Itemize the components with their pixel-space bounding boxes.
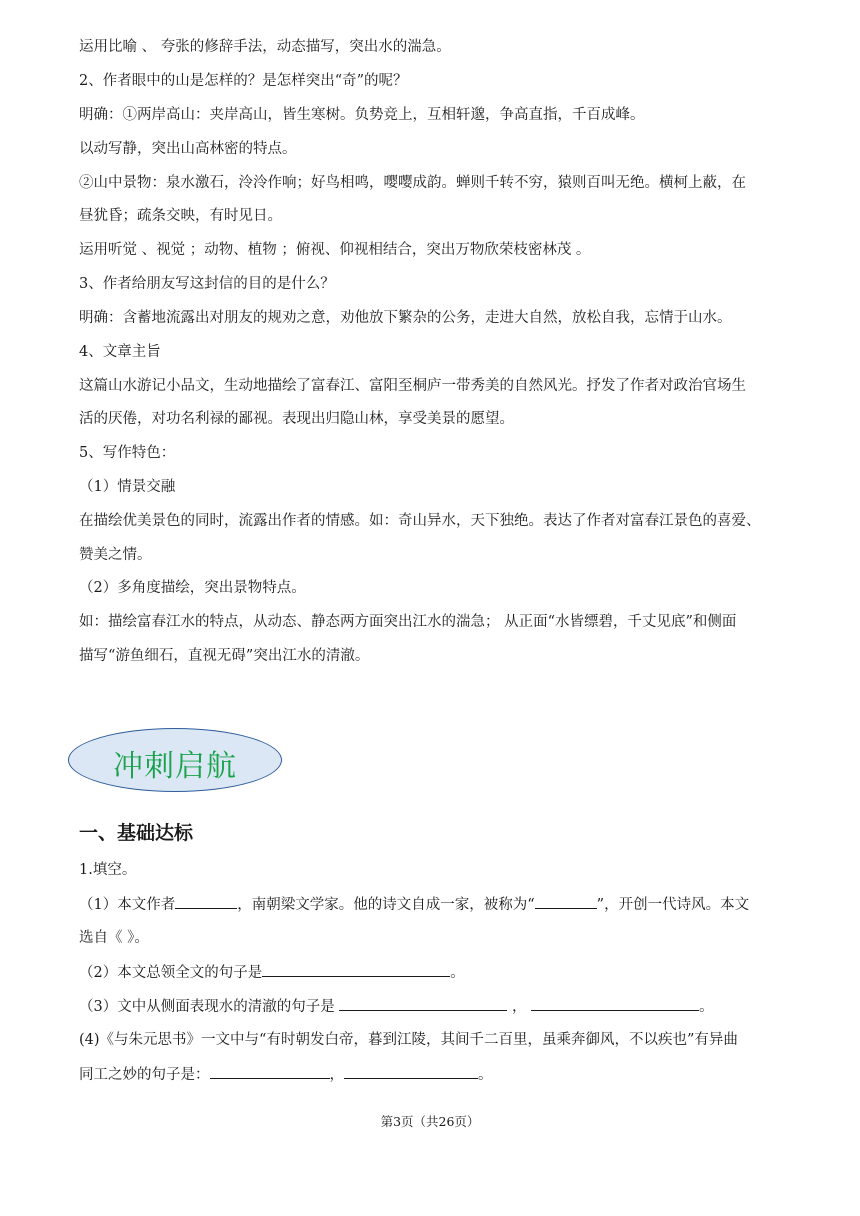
text-line: 如：描绘富春江水的特点，从动态、静态两方面突出江水的湍急； 从正面“水皆缥碧，千丈见底”和侧面	[79, 614, 737, 630]
text-line: 2、作者眼中的山是怎样的？是怎样突出“奇”的呢？	[79, 73, 408, 89]
text-line: 活的厌倦，对功名利禄的鄙视。表现出归隐山林，享受美景的愿望。	[79, 411, 514, 427]
text-line: ②山中景物：泉水激石，泠泠作响；好鸟相鸣，嘤嘤成韵。蝉则千转不穷，猿则百叫无绝。横柯上蔽，在	[79, 175, 746, 191]
text-line: 在描绘优美景色的同时，流露出作者的情感。如：奇山异水，天下独绝。表达了作者对富春江景色的喜爱、	[79, 513, 761, 529]
question-1-line-1	[79, 894, 749, 915]
q3-text-b: ，	[507, 999, 532, 1015]
answer-blank[interactable]	[531, 996, 699, 1011]
q4-text-c: ，	[329, 1067, 344, 1083]
question-intro: 1.填空。	[79, 862, 137, 878]
answer-blank[interactable]	[262, 962, 450, 977]
text-line: 运用比喻 、 夸张的修辞手法，动态描写，突出水的湍急。	[79, 39, 451, 55]
text-line: 描写“游鱼细石，直视无碍”突出江水的清澈。	[79, 648, 370, 664]
text-line: （2）多角度描绘，突出景物特点。	[79, 580, 306, 596]
question-4-line-2	[79, 1064, 493, 1085]
text-line: 4、文章主旨	[79, 344, 161, 360]
text-line: （1）情景交融	[79, 479, 176, 495]
text-line: 明确：含蓄地流露出对朋友的规劝之意，劝他放下繁杂的公务，走进大自然，放松自我，忘情于山水。	[79, 310, 732, 326]
question-4-line-1: (4)《与朱元思书》一文中与“有时朝发白帝，暮到江陵，其间千二百里，虽乘奔御风，不以疾也”有异曲	[79, 1032, 738, 1048]
section-badge-label: 冲刺启航	[113, 749, 237, 784]
section-title: 一、基础达标	[79, 822, 194, 844]
answer-blank[interactable]	[535, 894, 597, 909]
text-line: 5、写作特色：	[79, 445, 176, 461]
q3-text-c: 。	[699, 999, 714, 1015]
text-line: 以动写静，突出山高林密的特点。	[79, 141, 297, 157]
q1-text-a: （1）本文作者	[79, 897, 176, 913]
q2-text-b: 。	[450, 965, 465, 981]
answer-blank[interactable]	[339, 996, 507, 1011]
answer-blank[interactable]	[210, 1064, 330, 1079]
text-line: 运用听觉 、视觉 ；动物、植物 ；俯视、仰视相结合，突出万物欣荣枝密林茂 。	[79, 242, 591, 258]
question-1-line-2: 选自《 》。	[79, 930, 149, 946]
q1-text-b: ，南朝梁文学家。他的诗文自成一家，被称为“	[237, 897, 535, 913]
q2-text-a: （2）本文总领全文的句子是	[79, 965, 263, 981]
question-3	[79, 996, 714, 1017]
section-badge	[68, 728, 282, 792]
answer-blank[interactable]	[344, 1064, 478, 1079]
question-2	[79, 962, 465, 983]
text-line: 赞美之情。	[79, 547, 152, 563]
answer-blank[interactable]	[175, 894, 237, 909]
text-line: 昼犹昏；疏条交映，有时见日。	[79, 208, 282, 224]
q3-text-a: （3）文中从侧面表现水的清澈的句子是	[79, 999, 340, 1015]
text-line: 这篇山水游记小品文，生动地描绘了富春江、富阳至桐庐一带秀美的自然风光。抒发了作者对政治官场生	[79, 378, 746, 394]
q4-text-d: 。	[478, 1067, 493, 1083]
q1-text-c: ”，开创一代诗风。本文	[596, 897, 750, 913]
page-footer: 第3页（共26页）	[380, 1114, 480, 1129]
q4-text-b: 同工之妙的句子是：	[79, 1067, 210, 1083]
text-line: 3、作者给朋友写这封信的目的是什么？	[79, 276, 335, 292]
text-line: 明确：①两岸高山：夹岸高山，皆生寒树。负势竞上，互相轩邈，争高直指，千百成峰。	[79, 107, 645, 123]
